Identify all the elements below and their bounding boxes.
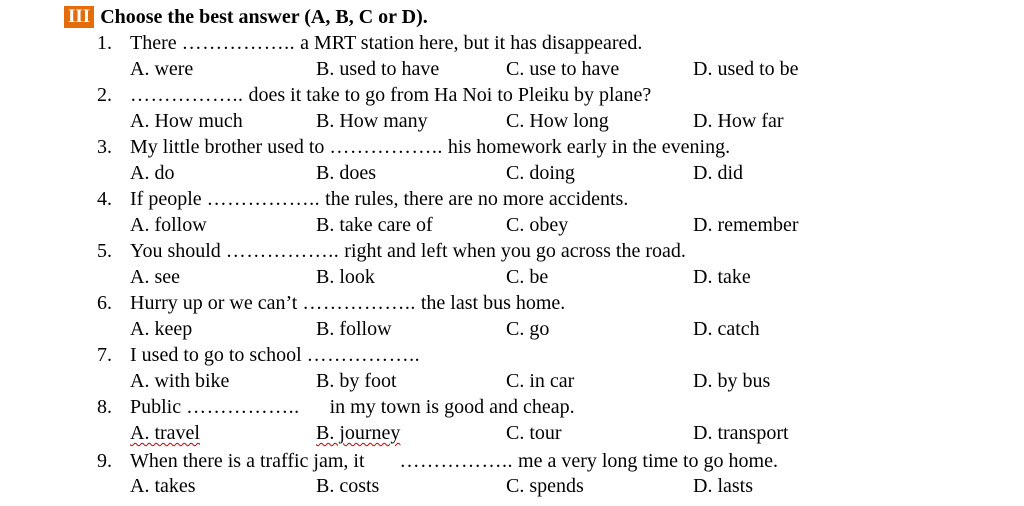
option-b[interactable]: B. costs xyxy=(316,475,380,497)
option-d[interactable]: D. catch xyxy=(693,318,760,340)
option-d[interactable]: D. did xyxy=(693,162,743,184)
option-d[interactable]: D. by bus xyxy=(693,370,771,392)
section-heading xyxy=(64,4,428,30)
option-c[interactable]: C. doing xyxy=(506,162,575,184)
option-a[interactable]: A. How much xyxy=(130,110,243,132)
question-7 xyxy=(0,343,1024,367)
question-text: There …………….. a MRT station here, but it has disappeared. xyxy=(130,32,643,54)
question-number: 2. xyxy=(97,84,112,106)
question-1 xyxy=(0,31,1024,55)
options-9 xyxy=(0,474,1024,498)
option-c[interactable]: C. How long xyxy=(506,110,609,132)
option-c[interactable]: C. go xyxy=(506,318,550,340)
options-4 xyxy=(0,213,1024,237)
question-6 xyxy=(0,291,1024,315)
question-9 xyxy=(0,449,1024,473)
option-d[interactable]: D. lasts xyxy=(693,475,753,497)
option-c[interactable]: C. be xyxy=(506,266,549,288)
options-6 xyxy=(0,317,1024,341)
question-5 xyxy=(0,239,1024,263)
option-a[interactable]: A. follow xyxy=(130,214,207,236)
option-c[interactable]: C. obey xyxy=(506,214,569,236)
question-number: 1. xyxy=(97,32,112,54)
question-number: 5. xyxy=(97,240,112,262)
option-b[interactable]: B. journey xyxy=(316,422,401,444)
question-4 xyxy=(0,187,1024,211)
option-a[interactable]: A. takes xyxy=(130,475,196,497)
option-b[interactable]: B. does xyxy=(316,162,376,184)
option-d[interactable]: D. How far xyxy=(693,110,784,132)
options-1 xyxy=(0,57,1024,81)
answer-blank: …………….. xyxy=(206,188,321,210)
options-5 xyxy=(0,265,1024,289)
question-8 xyxy=(0,395,1024,419)
option-a[interactable]: A. keep xyxy=(130,318,193,340)
question-text: My little brother used to …………….. his homework early in the evening. xyxy=(130,136,731,158)
answer-blank: …………….. xyxy=(302,292,416,314)
option-c[interactable]: C. spends xyxy=(506,475,584,497)
option-b[interactable]: B. take care of xyxy=(316,214,433,236)
option-d[interactable]: D. used to be xyxy=(693,58,799,80)
option-b[interactable]: B. follow xyxy=(316,318,392,340)
question-2 xyxy=(0,83,1024,107)
section-numeral: III xyxy=(64,6,94,28)
question-text: Hurry up or we can’t …………….. the last bus home. xyxy=(130,292,566,314)
answer-blank: …………….. xyxy=(130,84,244,106)
option-a[interactable]: A. do xyxy=(130,162,175,184)
options-7 xyxy=(0,369,1024,393)
option-b[interactable]: B. How many xyxy=(316,110,428,132)
option-d[interactable]: D. remember xyxy=(693,214,799,236)
options-2 xyxy=(0,109,1024,133)
question-number: 6. xyxy=(97,292,112,314)
answer-blank: …………….. xyxy=(329,136,443,158)
question-text: Public …………….. in my town is good and cheap. xyxy=(130,396,575,418)
question-number: 3. xyxy=(97,136,112,158)
question-number: 7. xyxy=(97,344,112,366)
option-d[interactable]: D. take xyxy=(693,266,751,288)
option-b[interactable]: B. look xyxy=(316,266,375,288)
option-a[interactable]: A. see xyxy=(130,266,180,288)
option-c[interactable]: C. in car xyxy=(506,370,575,392)
options-8 xyxy=(0,421,1024,445)
answer-blank: …………….. xyxy=(186,396,300,418)
option-b[interactable]: B. by foot xyxy=(316,370,397,392)
question-number: 9. xyxy=(97,450,112,472)
option-a[interactable]: A. were xyxy=(130,58,194,80)
option-d[interactable]: D. transport xyxy=(693,422,789,444)
question-3 xyxy=(0,135,1024,159)
question-text: You should …………….. right and left when you go across the road. xyxy=(130,240,686,262)
answer-blank: …………….. xyxy=(225,240,340,262)
option-a[interactable]: A. with bike xyxy=(130,370,230,392)
question-text: If people …………….. the rules, there are no more accidents. xyxy=(130,188,629,210)
question-text: I used to go to school …………….. xyxy=(130,344,421,366)
option-c[interactable]: C. use to have xyxy=(506,58,620,80)
question-number: 4. xyxy=(97,188,112,210)
answer-blank: …………….. xyxy=(181,32,296,54)
option-c[interactable]: C. tour xyxy=(506,422,562,444)
options-3 xyxy=(0,161,1024,185)
answer-blank: …………….. xyxy=(306,344,421,366)
section-instruction: Choose the best answer (A, B, C or D). xyxy=(100,6,428,28)
question-text: When there is a traffic jam, it …………….. me a very long time to go home. xyxy=(130,450,778,472)
option-b[interactable]: B. used to have xyxy=(316,58,440,80)
answer-blank: …………….. xyxy=(399,450,514,472)
question-text: …………….. does it take to go from Ha Noi to Pleiku by plane? xyxy=(130,84,652,106)
option-a[interactable]: A. travel xyxy=(130,422,200,444)
question-number: 8. xyxy=(97,396,112,418)
